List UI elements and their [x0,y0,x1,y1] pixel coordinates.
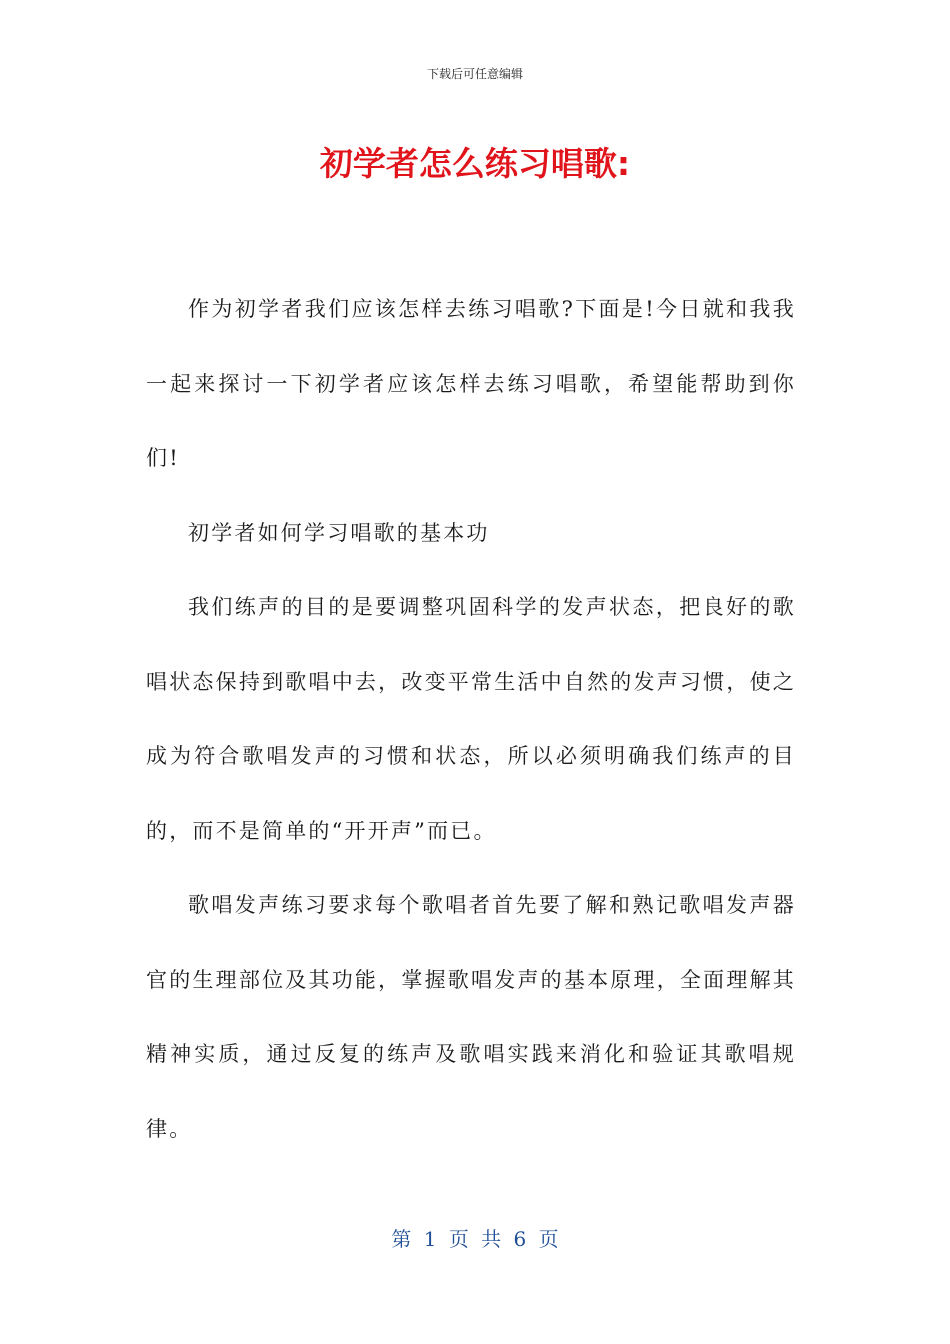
paragraph-requirements: 歌唱发声练习要求每个歌唱者首先要了解和熟记歌唱发声器官的生理部位及其功能，掌握歌唱发声的基本原理，全面理解其精神实质，通过反复的练声及歌唱实践来消化和验证其歌唱规律。 [146,893,796,1141]
paragraph-intro: 作为初学者我们应该怎样去练习唱歌?下面是!今日就和我我一起来探讨一下初学者应该怎样去练习唱歌，希望能帮助到你们! [146,297,796,470]
paragraph-purpose: 我们练声的目的是要调整巩固科学的发声状态，把良好的歌唱状态保持到歌唱中去，改变平常生活中自然的发声习惯，使之成为符合歌唱发声的习惯和状态，所以必须明确我们练声的目的，而不是简单的“开开声”而已。 [146,595,796,843]
document-title: 初学者怎么练习唱歌: [319,144,631,183]
paragraph-heading: 初学者如何学习唱歌的基本功 [188,520,490,545]
header-note: 下载后可任意编辑 [426,67,523,81]
document-body [146,272,796,1166]
page-number: 第 1 页 共 6 页 [391,1227,559,1251]
